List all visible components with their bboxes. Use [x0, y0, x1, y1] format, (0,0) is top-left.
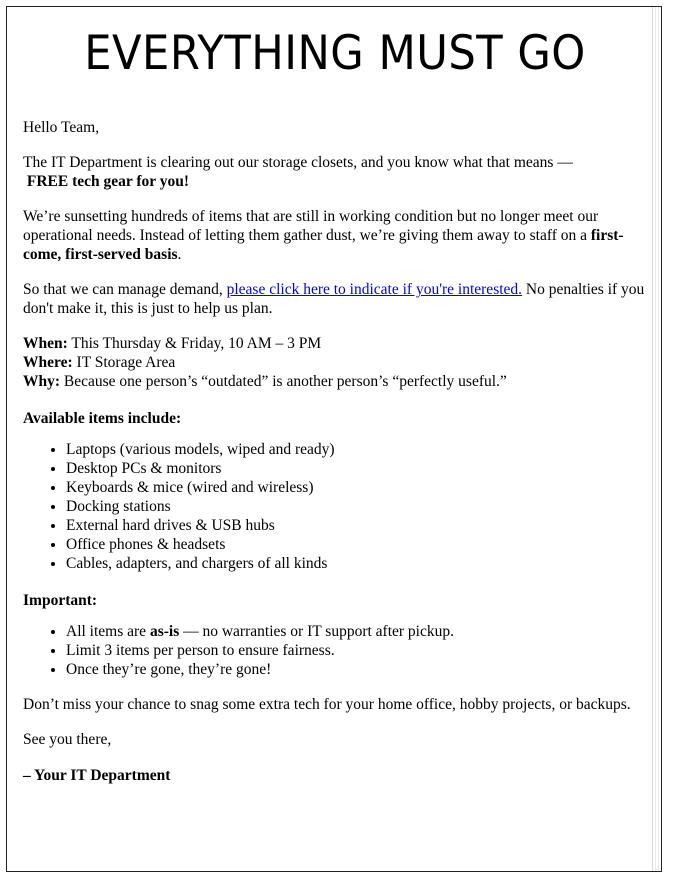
- list-item: • Docking stations: [66, 497, 647, 516]
- why-label: Why:: [23, 373, 61, 390]
- sunset-text: We’re sunsetting hundreds of items that are still in working condition but no longer meet our operational needs. Instead of letting them gather dust, we’re giving them away to staff on a: [23, 208, 599, 244]
- list-item: [66, 622, 647, 641]
- details-block: [23, 334, 647, 391]
- important-item1-bold: as-is: [149, 623, 180, 640]
- list-item: • Keyboards & mice (wired and wireless): [66, 478, 647, 497]
- important-heading: Important:: [23, 592, 98, 609]
- manage-paragraph: [23, 280, 647, 318]
- where-label: Where:: [23, 354, 73, 371]
- headline: EVERYTHING MUST GO: [84, 26, 586, 81]
- greeting: Hello Team,: [23, 119, 100, 136]
- list-item: • Office phones & headsets: [66, 535, 647, 554]
- intro-paragraph: [23, 153, 647, 191]
- see-you-line: See you there,: [23, 731, 112, 748]
- important-item1-suffix: — no warranties or IT support after pickup.: [183, 623, 454, 640]
- manage-prefix: So that we can manage demand,: [23, 281, 223, 298]
- sunset-end: .: [177, 246, 182, 263]
- list-item: • Desktop PCs & monitors: [66, 459, 647, 478]
- available-list: [23, 440, 647, 573]
- signature: – Your IT Department: [23, 767, 171, 784]
- why-value: Because one person’s “outdated” is another person’s “perfectly useful.”: [63, 373, 507, 390]
- manage-suffix: No penalties if you don't make it, this is just to help us plan.: [23, 281, 645, 317]
- sunset-paragraph: [23, 207, 647, 264]
- sunset-bold: first-come, first-served basis: [23, 227, 624, 263]
- list-item: • External hard drives & USB hubs: [66, 516, 647, 535]
- email-body: [23, 0, 647, 785]
- where-value: IT Storage Area: [76, 354, 176, 371]
- right-scroll-rail[interactable]: [652, 7, 661, 871]
- intro-text: The IT Department is clearing out our storage closets, and you know what that means —: [23, 154, 573, 171]
- available-heading: Available items include:: [23, 410, 182, 427]
- intro-bold: FREE tech gear for you!: [26, 173, 190, 190]
- closing-paragraph: Don’t miss your chance to snag some extra tech for your home office, hobby projects, or backups.: [23, 696, 631, 713]
- list-item: • Once they’re gone, they’re gone!: [66, 660, 647, 679]
- important-list: [23, 622, 647, 679]
- when-value: This Thursday & Friday, 10 AM – 3 PM: [71, 335, 322, 352]
- interest-link[interactable]: please click here to indicate if you're interested.: [226, 281, 523, 298]
- list-item: • Limit 3 items per person to ensure fairness.: [66, 641, 647, 660]
- list-item: • Laptops (various models, wiped and ready): [66, 440, 647, 459]
- list-item: • Cables, adapters, and chargers of all kinds: [66, 554, 647, 573]
- important-item1-prefix: All items are: [66, 623, 147, 640]
- when-label: When:: [23, 335, 68, 352]
